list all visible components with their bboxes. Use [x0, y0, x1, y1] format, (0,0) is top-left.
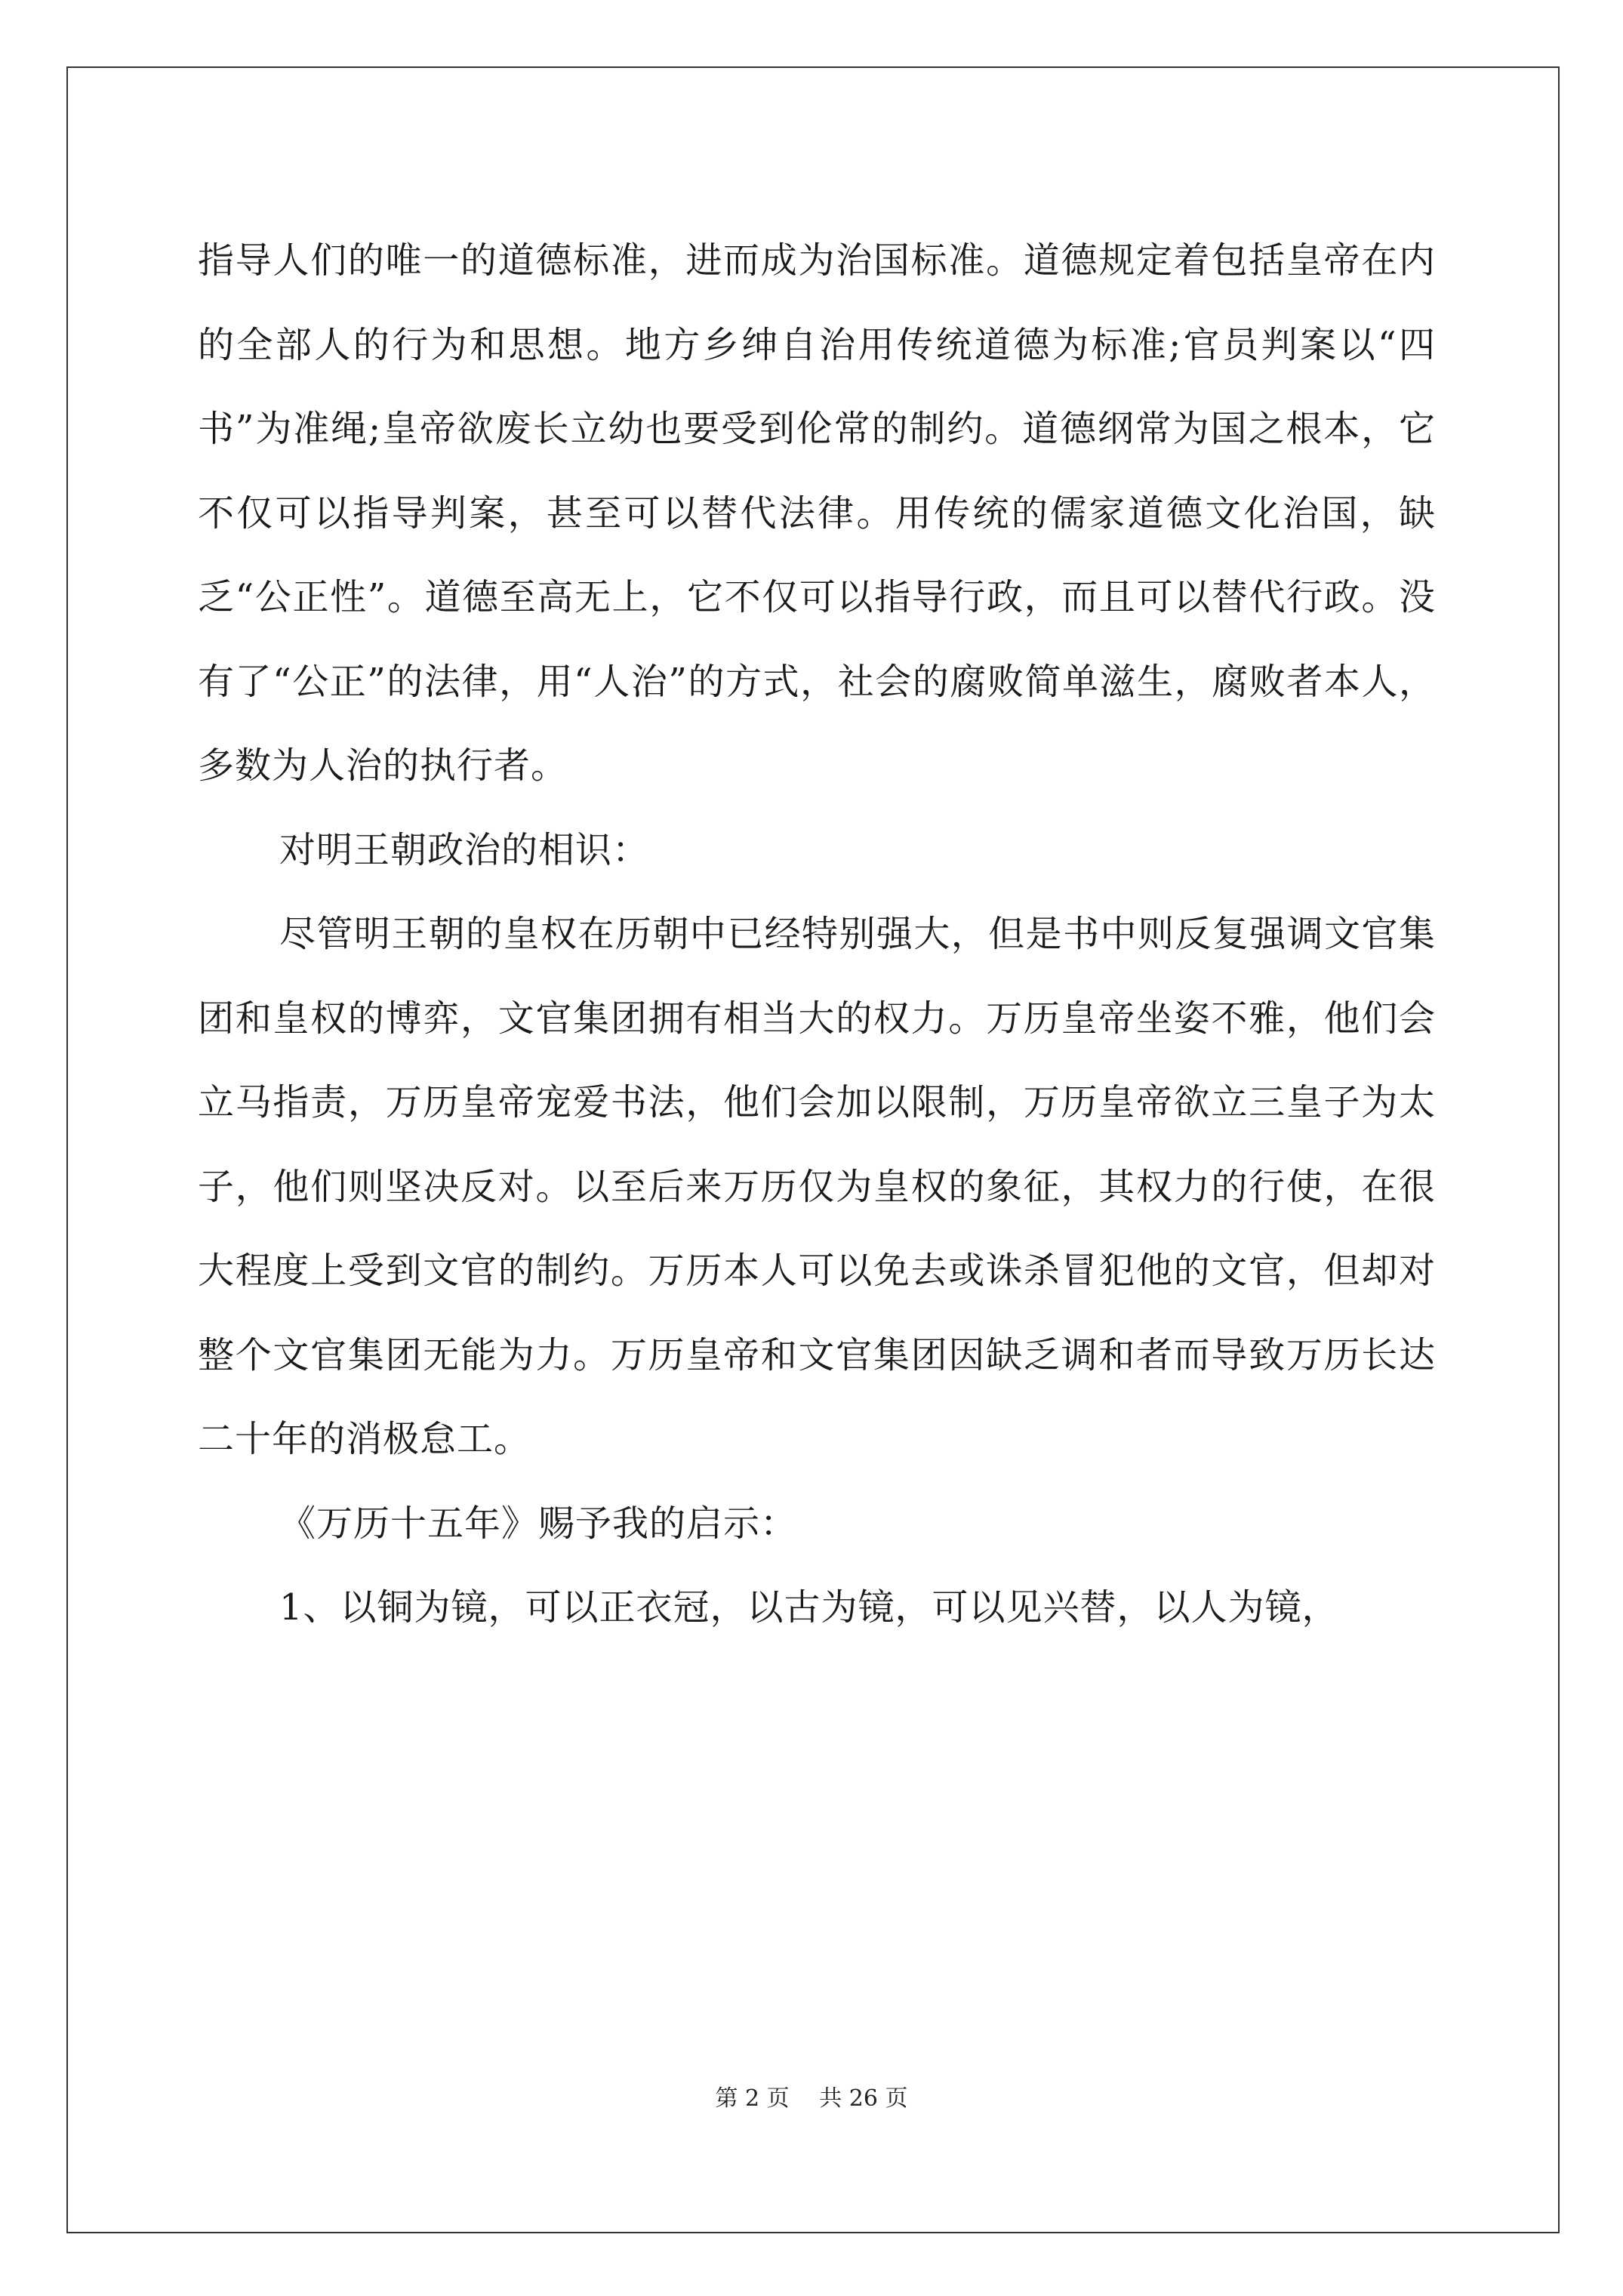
document-body	[198, 219, 1436, 1650]
paragraph-5: 1、以铜为镜，可以正衣冠，以古为镜，可以见兴替，以人为镜，	[279, 1586, 1339, 1629]
page-number: 第 2 页 共 26 页	[715, 2085, 908, 2112]
page-footer	[0, 2079, 1623, 2113]
paragraph-3: 尽管明王朝的皇权在历朝中已经特别强大，但是书中则反复强调文官集团和皇权的博弈，文官集团拥有相当大的权力。万历皇帝坐姿不雅，他们会立马指责，万历皇帝宠爱书法，他们会加以限制，万历皇帝欲立三皇子为太子，他们则坚决反对。以至后来万历仅为皇权的象征，其权力的行使，在很大程度上受到文官的制约。万历本人可以免去或诛杀冒犯他的文官，但却对整个文官集团无能为力。万历皇帝和文官集团因缺乏调和者而导致万历长达二十年的消极怠工。	[198, 913, 1436, 1460]
paragraph-4-heading: 《万历十五年》赐予我的启示：	[279, 1502, 798, 1545]
paragraph-1: 指导人们的唯一的道德标准，进而成为治国标准。道德规定着包括皇帝在内的全部人的行为和思想。地方乡绅自治用传统道德为标准;官员判案以“四书”为准绳;皇帝欲废长立幼也要受到伦常的制约。道德纲常为国之根本，它不仅可以指导判案，甚至可以替代法律。用传统的儒家道德文化治国，缺乏“公正性”。道德至高无上，它不仅可以指导行政，而且可以替代行政。没有了“公正”的法律，用“人治”的方式，社会的腐败简单滋生，腐败者本人，多数为人治的执行者。	[198, 239, 1436, 787]
paragraph-2-heading: 对明王朝政治的相识：	[279, 828, 650, 871]
